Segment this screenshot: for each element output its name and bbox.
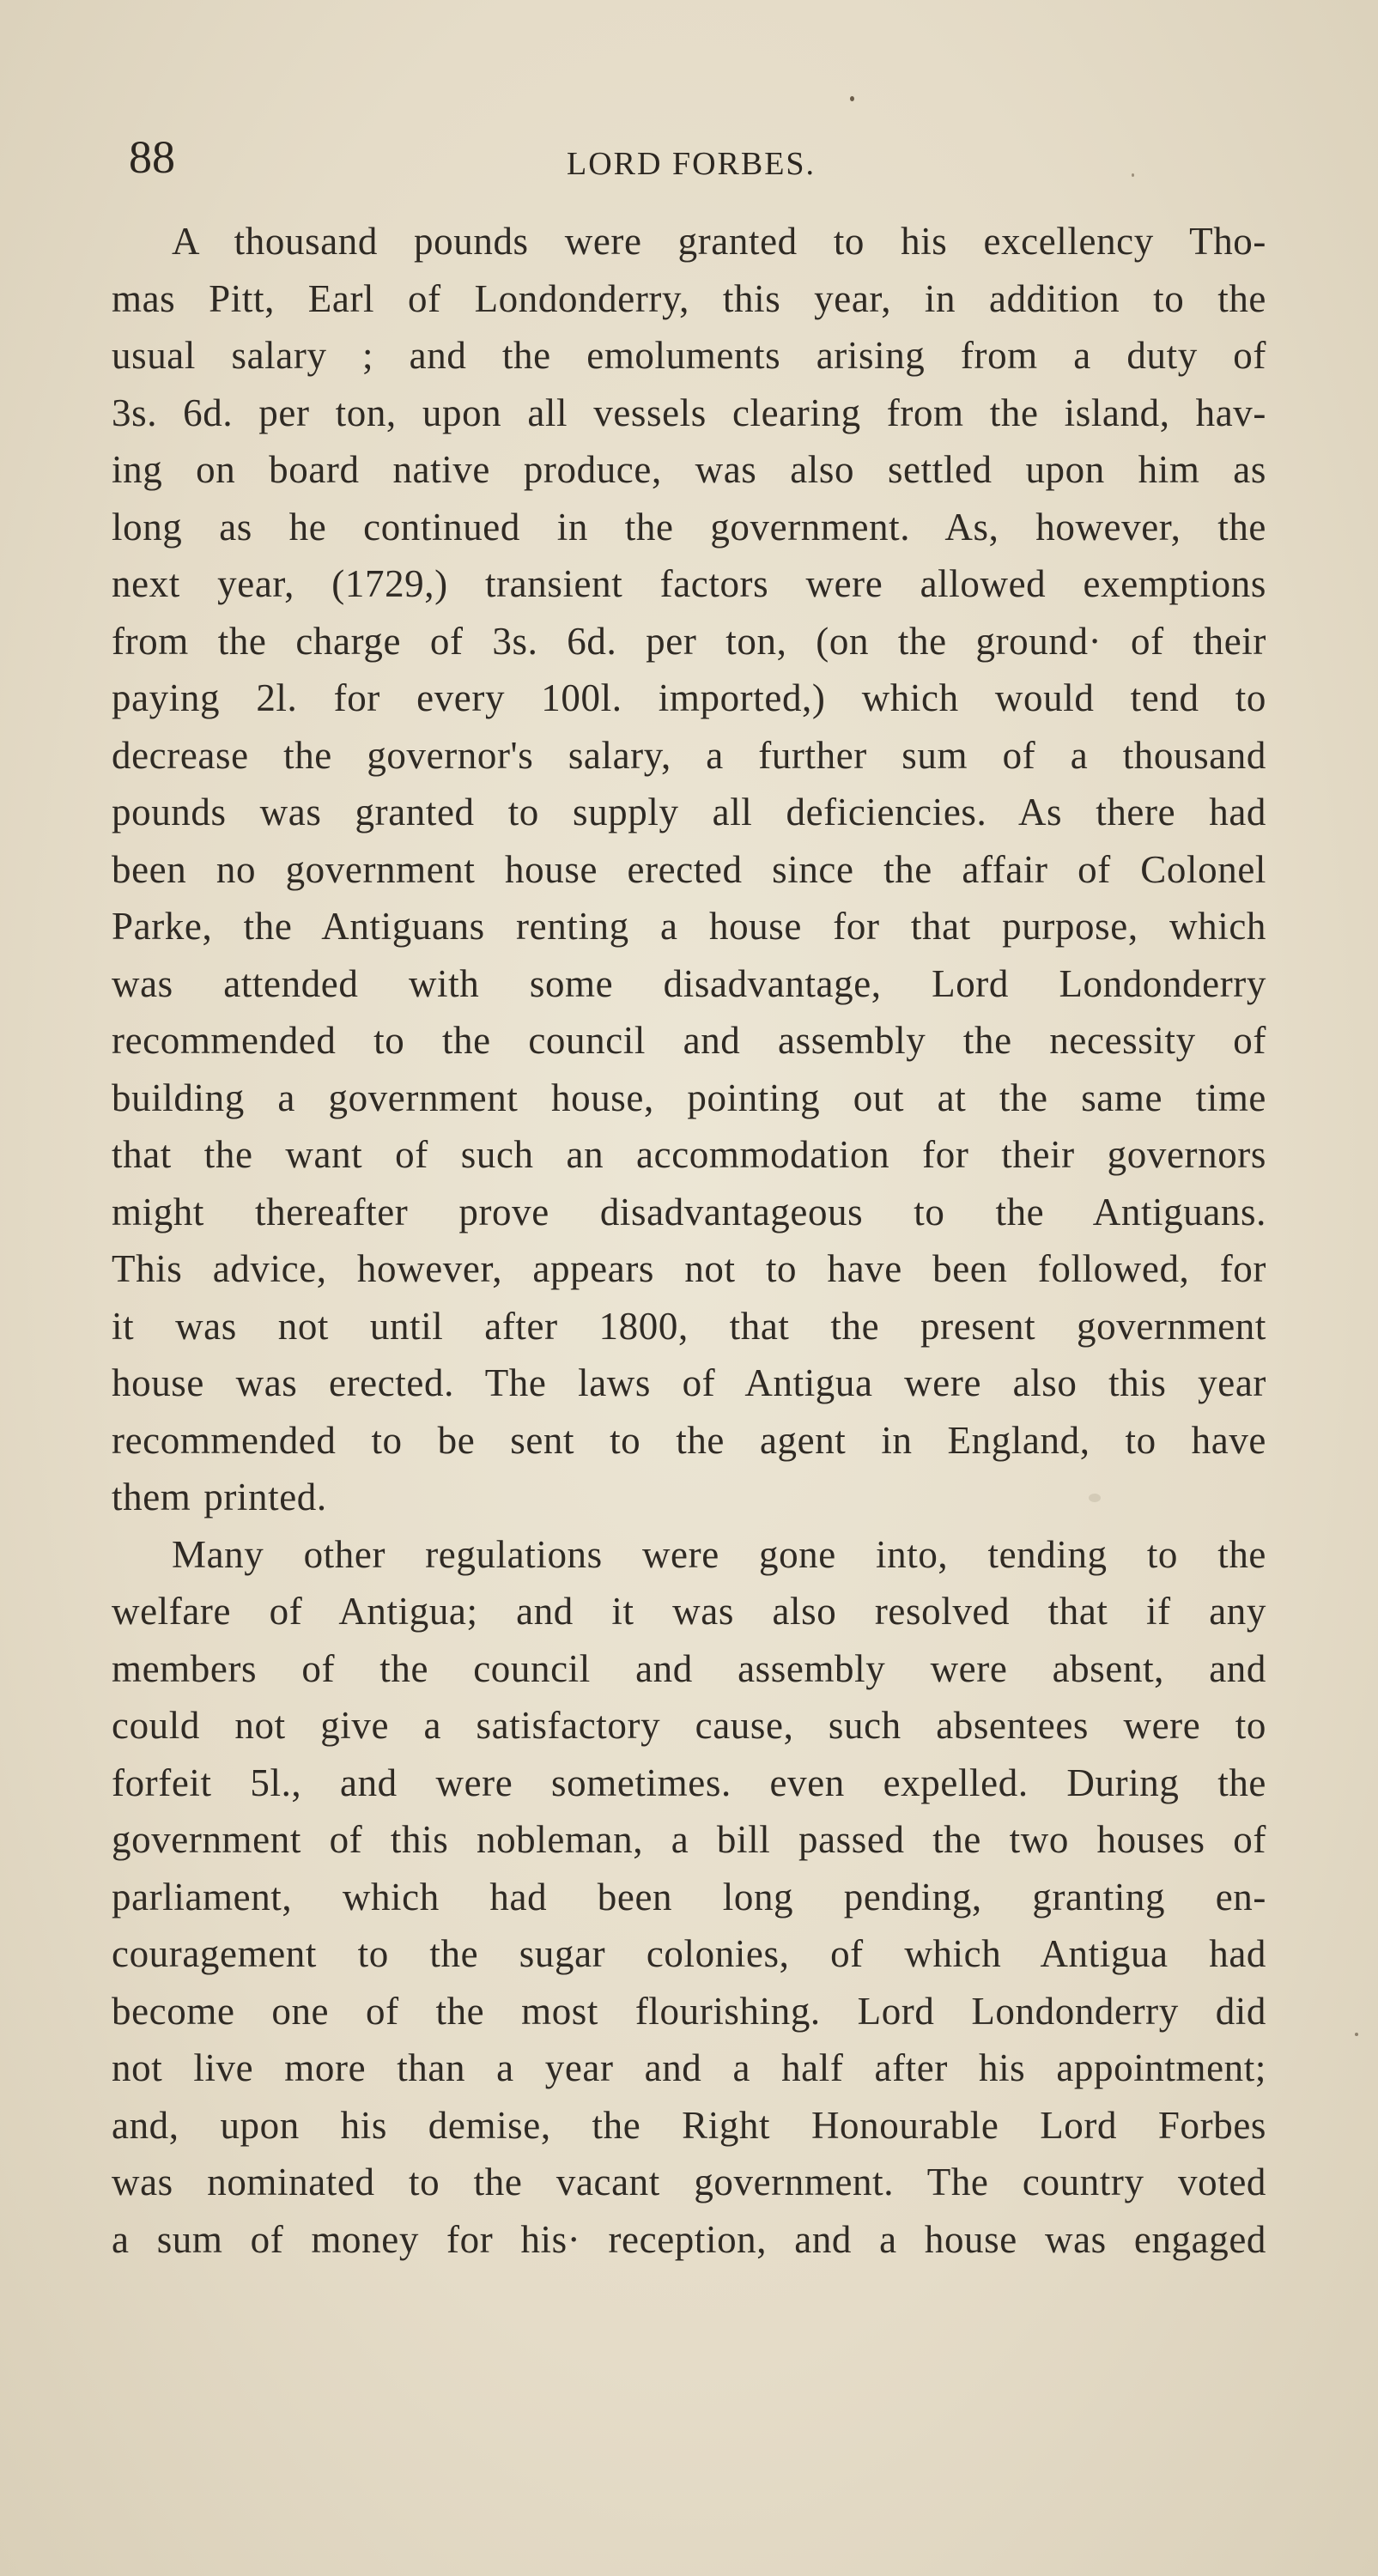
text-line: welfare of Antigua; and it was also resolved that if any <box>112 1590 1266 1633</box>
text-line: members of the council and assembly were absent, and <box>112 1646 1266 1690</box>
text-line: was attended with some disadvantage, Lord Londonderry <box>112 961 1266 1005</box>
text-line: from the charge of 3s. 6d. per ton, (on the ground· of their <box>112 619 1266 663</box>
paper-speck <box>1089 1494 1101 1502</box>
text-line: was nominated to the vacant government. The country voted <box>112 2161 1266 2203</box>
text-line: house was erected. The laws of Antigua were also this year <box>112 1361 1266 1404</box>
text-line: not live more than a year and a half after his appointment; <box>112 2046 1266 2089</box>
text-line: them printed. <box>112 1476 327 1518</box>
text-line: that the want of such an accommodation for their governors <box>112 1133 1266 1176</box>
text-line: been no government house erected since the affair of Colonel <box>112 847 1266 891</box>
text-line: might thereafter prove disadvantageous to the Antiguans. <box>112 1190 1266 1233</box>
text-line: paying 2l. for every 100l. imported,) which would tend to <box>112 676 1266 719</box>
running-head: LORD FORBES. <box>567 146 816 182</box>
paragraph-2 <box>112 1526 1266 2269</box>
text-line: forfeit 5l., and were sometimes. even expelled. During the <box>112 1761 1266 1804</box>
text-line: decrease the governor's salary, a further sum of a thousand <box>112 733 1266 777</box>
text-line: and, upon his demise, the Right Honourable Lord Forbes <box>112 2103 1266 2147</box>
text-line: long as he continued in the government. As, however, the <box>112 505 1266 549</box>
text-line: mas Pitt, Earl of Londonderry, this year, in addition to the <box>112 276 1266 320</box>
text-line: Many other regulations were gone into, tending to the <box>172 1532 1266 1576</box>
text-line: recommended to the council and assembly the necessity of <box>112 1019 1266 1062</box>
text-line: could not give a satisfactory cause, such absentees were to <box>112 1704 1266 1747</box>
text-line: building a government house, pointing out at the same time <box>112 1076 1266 1119</box>
text-line: government of this nobleman, a bill passed the two houses of <box>112 1818 1266 1861</box>
text-line: a sum of money for his· reception, and a house was engaged <box>112 2217 1266 2261</box>
paper-speck <box>1132 173 1134 177</box>
page-number: 88 <box>129 131 175 183</box>
paper-speck <box>850 96 854 101</box>
text-line: 3s. 6d. per ton, upon all vessels clearing from the island, hav- <box>112 391 1266 434</box>
body-text <box>112 213 1266 2268</box>
text-line: usual salary ; and the emoluments arising from a duty of <box>112 334 1266 377</box>
text-line: parliament, which had been long pending, granting en- <box>112 1875 1266 1918</box>
text-line: Parke, the Antiguans renting a house for that purpose, which <box>112 905 1266 948</box>
text-line: ing on board native produce, was also settled upon him as <box>112 448 1266 491</box>
text-line: recommended to be sent to the agent in England, to have <box>112 1418 1266 1462</box>
paper-speck <box>1355 2033 1358 2036</box>
text-line: it was not until after 1800, that the present government <box>112 1304 1266 1348</box>
text-line: couragement to the sugar colonies, of which Antigua had <box>112 1932 1266 1975</box>
text-line: next year, (1729,) transient factors were allowed exemptions <box>112 562 1266 605</box>
text-line: This advice, however, appears not to have been followed, for <box>112 1247 1266 1290</box>
text-line: A thousand pounds were granted to his excellency Tho- <box>172 220 1266 263</box>
text-line: become one of the most flourishing. Lord Londonderry did <box>112 1989 1266 2033</box>
text-line: pounds was granted to supply all deficiencies. As there had <box>112 791 1266 833</box>
paragraph-1 <box>112 213 1266 1526</box>
page-header <box>129 127 1254 187</box>
